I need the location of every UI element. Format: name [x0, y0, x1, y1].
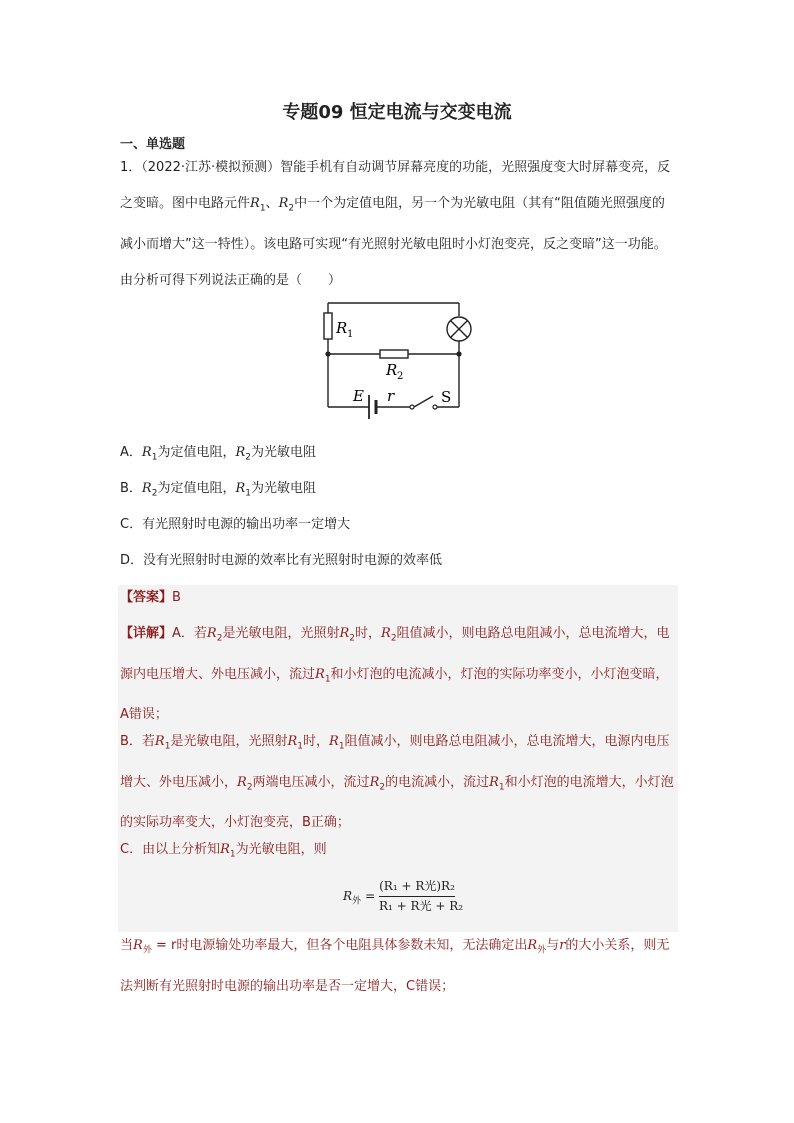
option-d[interactable]: D．没有光照射时电源的效率比有光照射时电源的效率低: [120, 553, 443, 568]
r1-symbol: R: [250, 196, 260, 211]
circuit-diagram: [315, 295, 480, 425]
explanation-d: 当$R_外 = r$时电源输处功率最大，但各个电阻具体参数未知，无法确定出$R_外$与r的大小关系，则无法判断有光照射时电源的输出功率是否一定增大，C错误；: [120, 938, 670, 994]
section-heading: 一、单选题: [120, 137, 186, 152]
label-r: r: [387, 387, 395, 405]
question-text: 1．（2022·江苏·模拟预测）智能手机有自动调节屏幕亮度的功能，光照强度变大时屏幕变亮，反之变暗。图中电路元件$R_1$、$R_2$中一个为定值电阻，另一个为光敏电阻（其有“阻值随光照强度的减小而增大”这一特性）。该电路可实现“有光照射光敏电阻时小灯泡变亮，反之变暗”这一功能。由分析可得下列说法正确的是（ ）: [120, 160, 671, 288]
explanation-a: 【详解】A．若$R_2$是光敏电阻，光照射$R_2$时，$R_2$阻值减小，则电路总电阻减小，总电流增大，电源内电压增大、外电压减小，流过$R_1$和小灯泡的电流减小，灯泡的实际功率变小，小灯泡变暗，A错误；: [120, 626, 670, 723]
option-c[interactable]: C．有光照射时电源的输出功率一定增大: [120, 517, 351, 532]
answer-line: 【答案】B: [120, 590, 181, 605]
page-title: 专题09 恒定电流与交变电流: [282, 102, 512, 123]
svg-text:2: 2: [397, 371, 404, 382]
formula-lhs: R: [343, 889, 353, 903]
r2-symbol: R: [278, 196, 289, 211]
label-r1: R: [336, 319, 348, 337]
option-b[interactable]: B．$R_2$为定值电阻，$R_1$为光敏电阻: [120, 481, 317, 499]
option-a[interactable]: A．$R_1$为定值电阻，$R_2$为光敏电阻: [120, 445, 316, 463]
explanation-b: B．若$R_1$是光敏电阻，光照射$R_1$时，$R_1$阻值减小，则电路总电阻减小，总电流增大，电源内电压增大、外电压减小，$R_2$两端电压减小，流过$R_2$的电流减小，流过$R_1$和小灯泡的电流增大，小灯泡的实际功率变大，小灯泡变亮，B正确；: [120, 734, 674, 831]
label-e: E: [353, 387, 364, 405]
formula-numerator: (R₁ + R光)R₂: [379, 879, 455, 893]
label-r2: R: [386, 361, 398, 379]
explanation-c: C．由以上分析知$R_1$为光敏电阻，则: [120, 842, 327, 860]
formula-denominator: R₁ + R光 + R₂: [379, 899, 464, 913]
label-s: S: [441, 388, 452, 406]
svg-text:1: 1: [347, 329, 354, 340]
